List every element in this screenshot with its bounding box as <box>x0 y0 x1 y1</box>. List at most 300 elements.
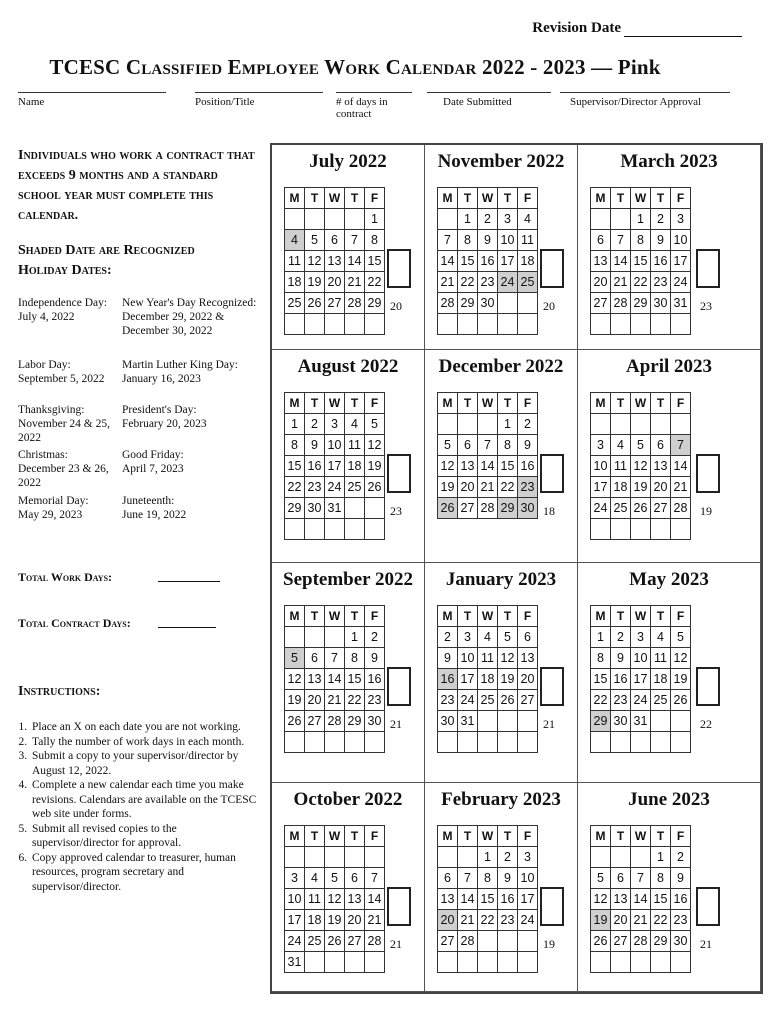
day-cell[interactable]: 8 <box>651 868 671 889</box>
day-cell[interactable]: 24 <box>285 931 305 952</box>
day-cell[interactable]: 28 <box>438 293 458 314</box>
day-cell[interactable]: 6 <box>438 868 458 889</box>
day-cell[interactable]: 15 <box>458 251 478 272</box>
days-in-contract-field[interactable]: # of days in contract <box>336 92 412 120</box>
day-cell[interactable]: 27 <box>458 498 478 519</box>
day-cell[interactable]: 28 <box>671 498 691 519</box>
day-cell[interactable]: 5 <box>631 435 651 456</box>
day-cell[interactable]: 21 <box>325 690 345 711</box>
day-cell[interactable]: 29 <box>345 711 365 732</box>
total-work-days-blank[interactable] <box>158 570 220 582</box>
tally-box[interactable] <box>540 667 564 706</box>
day-cell[interactable]: 9 <box>365 648 385 669</box>
month-day-table <box>437 605 538 753</box>
day-cell[interactable]: 20 <box>438 910 458 931</box>
day-cell[interactable]: 16 <box>365 669 385 690</box>
empty-day-cell <box>498 711 518 732</box>
tally-box[interactable] <box>387 667 411 706</box>
day-cell[interactable]: 19 <box>671 669 691 690</box>
empty-day-cell <box>611 314 631 335</box>
day-cell[interactable]: 9 <box>498 868 518 889</box>
day-cell[interactable]: 7 <box>478 435 498 456</box>
day-cell[interactable]: 11 <box>345 435 365 456</box>
day-cell[interactable]: 14 <box>611 251 631 272</box>
day-cell[interactable]: 7 <box>325 648 345 669</box>
day-cell[interactable]: 20 <box>325 272 345 293</box>
day-cell[interactable]: 15 <box>498 456 518 477</box>
day-cell[interactable]: 30 <box>671 931 691 952</box>
day-cell[interactable]: 2 <box>498 847 518 868</box>
day-cell[interactable]: 18 <box>285 272 305 293</box>
day-cell[interactable]: 27 <box>345 931 365 952</box>
day-cell[interactable]: 27 <box>438 931 458 952</box>
day-cell[interactable]: 14 <box>325 669 345 690</box>
day-cell[interactable]: 25 <box>305 931 325 952</box>
tally-box[interactable] <box>696 249 720 288</box>
day-cell[interactable]: 11 <box>305 889 325 910</box>
day-cell[interactable]: 12 <box>631 456 651 477</box>
day-cell[interactable]: 1 <box>478 847 498 868</box>
day-cell[interactable]: 7 <box>458 868 478 889</box>
day-cell[interactable]: 17 <box>631 669 651 690</box>
day-cell[interactable]: 26 <box>438 498 458 519</box>
day-cell[interactable]: 23 <box>305 477 325 498</box>
day-cell[interactable]: 28 <box>325 711 345 732</box>
day-cell[interactable]: 16 <box>305 456 325 477</box>
day-cell[interactable]: 26 <box>498 690 518 711</box>
day-cell[interactable]: 15 <box>631 251 651 272</box>
day-cell[interactable]: 7 <box>631 868 651 889</box>
day-cell[interactable]: 7 <box>365 868 385 889</box>
day-cell[interactable]: 6 <box>305 648 325 669</box>
name-field[interactable]: Name <box>18 92 166 108</box>
day-cell[interactable]: 18 <box>478 669 498 690</box>
day-cell[interactable]: 19 <box>498 669 518 690</box>
day-cell[interactable]: 1 <box>498 414 518 435</box>
day-cell[interactable]: 27 <box>325 293 345 314</box>
day-cell[interactable]: 26 <box>591 931 611 952</box>
day-cell[interactable]: 26 <box>285 711 305 732</box>
day-cell[interactable]: 21 <box>478 477 498 498</box>
day-cell[interactable]: 3 <box>518 847 538 868</box>
day-cell[interactable]: 4 <box>285 230 305 251</box>
day-cell[interactable]: 15 <box>285 456 305 477</box>
work-days-count: 23 <box>700 299 712 313</box>
day-cell[interactable]: 5 <box>305 230 325 251</box>
day-cell[interactable]: 8 <box>458 230 478 251</box>
day-cell[interactable]: 27 <box>611 931 631 952</box>
day-cell[interactable]: 26 <box>325 931 345 952</box>
day-cell[interactable]: 13 <box>611 889 631 910</box>
day-cell[interactable]: 30 <box>478 293 498 314</box>
day-cell[interactable]: 23 <box>518 477 538 498</box>
day-cell[interactable]: 2 <box>438 627 458 648</box>
day-cell[interactable]: 7 <box>611 230 631 251</box>
day-cell[interactable]: 17 <box>671 251 691 272</box>
day-cell[interactable]: 25 <box>285 293 305 314</box>
holiday-text: Independence Day: July 4, 2022 <box>18 297 108 323</box>
day-cell[interactable]: 21 <box>631 910 651 931</box>
day-cell[interactable]: 11 <box>478 648 498 669</box>
day-cell[interactable]: 14 <box>671 456 691 477</box>
day-cell[interactable]: 20 <box>591 272 611 293</box>
day-cell[interactable]: 14 <box>631 889 651 910</box>
day-cell[interactable]: 20 <box>458 477 478 498</box>
revision-date-blank[interactable] <box>624 22 742 37</box>
day-cell[interactable]: 8 <box>631 230 651 251</box>
empty-day-cell <box>345 519 365 540</box>
day-cell[interactable]: 8 <box>478 868 498 889</box>
day-cell[interactable]: 25 <box>651 690 671 711</box>
day-cell[interactable]: 12 <box>671 648 691 669</box>
date-submitted-field[interactable]: Date Submitted <box>427 92 551 108</box>
day-cell[interactable]: 11 <box>611 456 631 477</box>
day-cell[interactable]: 21 <box>345 272 365 293</box>
day-cell[interactable]: 16 <box>651 251 671 272</box>
day-cell[interactable]: 9 <box>305 435 325 456</box>
day-cell[interactable]: 22 <box>345 690 365 711</box>
day-cell[interactable]: 1 <box>458 209 478 230</box>
tally-box[interactable] <box>696 667 720 706</box>
tally-box[interactable] <box>387 249 411 288</box>
day-cell[interactable]: 13 <box>518 648 538 669</box>
day-cell[interactable]: 15 <box>651 889 671 910</box>
day-cell[interactable]: 27 <box>591 293 611 314</box>
day-cell[interactable]: 29 <box>498 498 518 519</box>
day-cell[interactable]: 9 <box>518 435 538 456</box>
day-cell[interactable]: 27 <box>651 498 671 519</box>
day-cell[interactable]: 20 <box>611 910 631 931</box>
day-cell[interactable]: 20 <box>345 910 365 931</box>
day-cell[interactable]: 18 <box>305 910 325 931</box>
day-cell[interactable]: 13 <box>325 251 345 272</box>
work-days-count: 22 <box>700 717 712 731</box>
day-cell[interactable]: 21 <box>438 272 458 293</box>
day-cell[interactable]: 16 <box>611 669 631 690</box>
day-cell[interactable]: 23 <box>498 910 518 931</box>
day-cell[interactable]: 10 <box>325 435 345 456</box>
day-cell[interactable]: 18 <box>518 251 538 272</box>
day-cell[interactable]: 4 <box>478 627 498 648</box>
day-cell[interactable]: 2 <box>651 209 671 230</box>
day-cell[interactable]: 16 <box>518 456 538 477</box>
day-cell[interactable]: 9 <box>671 868 691 889</box>
tally-box[interactable] <box>387 454 411 493</box>
day-cell[interactable]: 28 <box>478 498 498 519</box>
day-cell[interactable]: 12 <box>438 456 458 477</box>
month-may-2023 <box>578 563 761 783</box>
day-cell[interactable]: 12 <box>591 889 611 910</box>
day-cell[interactable]: 5 <box>438 435 458 456</box>
day-cell[interactable]: 29 <box>365 293 385 314</box>
day-cell[interactable]: 6 <box>518 627 538 648</box>
day-cell[interactable]: 6 <box>458 435 478 456</box>
day-cell[interactable]: 2 <box>518 414 538 435</box>
day-cell[interactable]: 24 <box>498 272 518 293</box>
day-cell[interactable]: 31 <box>325 498 345 519</box>
day-cell[interactable]: 10 <box>671 230 691 251</box>
day-cell[interactable]: 1 <box>365 209 385 230</box>
day-cell[interactable]: 22 <box>591 690 611 711</box>
day-cell[interactable]: 29 <box>285 498 305 519</box>
day-cell[interactable]: 13 <box>345 889 365 910</box>
day-cell[interactable]: 10 <box>518 868 538 889</box>
day-cell[interactable]: 21 <box>458 910 478 931</box>
day-cell[interactable]: 30 <box>305 498 325 519</box>
day-cell[interactable]: 31 <box>631 711 651 732</box>
day-cell[interactable]: 3 <box>591 435 611 456</box>
day-cell[interactable]: 10 <box>591 456 611 477</box>
day-cell[interactable]: 14 <box>478 456 498 477</box>
day-cell[interactable]: 17 <box>591 477 611 498</box>
day-cell[interactable]: 24 <box>671 272 691 293</box>
day-cell[interactable]: 8 <box>285 435 305 456</box>
day-cell[interactable]: 14 <box>438 251 458 272</box>
day-cell[interactable]: 20 <box>305 690 325 711</box>
day-cell[interactable]: 19 <box>438 477 458 498</box>
day-cell[interactable]: 4 <box>651 627 671 648</box>
day-cell[interactable]: 28 <box>458 931 478 952</box>
day-cell[interactable]: 28 <box>345 293 365 314</box>
day-cell[interactable]: 15 <box>591 669 611 690</box>
day-cell[interactable]: 11 <box>285 251 305 272</box>
empty-day-cell <box>285 209 305 230</box>
day-cell[interactable]: 3 <box>458 627 478 648</box>
empty-day-cell <box>611 847 631 868</box>
day-cell[interactable]: 21 <box>365 910 385 931</box>
day-cell[interactable]: 15 <box>365 251 385 272</box>
day-cell[interactable]: 8 <box>345 648 365 669</box>
day-cell[interactable]: 29 <box>631 293 651 314</box>
day-cell[interactable]: 21 <box>671 477 691 498</box>
tally-box[interactable] <box>540 249 564 288</box>
day-cell[interactable]: 3 <box>498 209 518 230</box>
day-cell[interactable]: 30 <box>518 498 538 519</box>
day-cell[interactable]: 14 <box>345 251 365 272</box>
day-cell[interactable]: 23 <box>478 272 498 293</box>
day-cell[interactable]: 15 <box>345 669 365 690</box>
day-cell[interactable]: 5 <box>325 868 345 889</box>
weekday-header: M <box>285 606 305 627</box>
day-cell[interactable]: 18 <box>651 669 671 690</box>
day-cell[interactable]: 19 <box>285 690 305 711</box>
day-cell[interactable]: 13 <box>591 251 611 272</box>
day-cell[interactable]: 25 <box>518 272 538 293</box>
day-cell[interactable]: 22 <box>458 272 478 293</box>
day-cell[interactable]: 1 <box>285 414 305 435</box>
day-cell[interactable]: 22 <box>285 477 305 498</box>
day-cell[interactable]: 23 <box>365 690 385 711</box>
day-cell[interactable]: 23 <box>438 690 458 711</box>
day-cell[interactable]: 7 <box>438 230 458 251</box>
tally-box[interactable] <box>696 887 720 926</box>
empty-day-cell <box>611 519 631 540</box>
day-cell[interactable]: 26 <box>305 293 325 314</box>
day-cell[interactable]: 6 <box>345 868 365 889</box>
day-cell[interactable]: 8 <box>365 230 385 251</box>
day-cell[interactable]: 24 <box>518 910 538 931</box>
day-cell[interactable]: 18 <box>345 456 365 477</box>
day-cell[interactable]: 19 <box>365 456 385 477</box>
month-day-table <box>284 392 385 540</box>
day-cell[interactable]: 17 <box>285 910 305 931</box>
day-cell[interactable]: 12 <box>305 251 325 272</box>
day-cell[interactable]: 17 <box>325 456 345 477</box>
day-cell[interactable]: 12 <box>285 669 305 690</box>
day-cell[interactable]: 17 <box>498 251 518 272</box>
day-cell[interactable]: 12 <box>325 889 345 910</box>
day-cell[interactable]: 9 <box>651 230 671 251</box>
empty-day-cell <box>651 414 671 435</box>
day-cell[interactable]: 11 <box>651 648 671 669</box>
day-cell[interactable]: 10 <box>285 889 305 910</box>
day-cell[interactable]: 25 <box>478 690 498 711</box>
day-cell[interactable]: 16 <box>671 889 691 910</box>
day-cell[interactable]: 10 <box>458 648 478 669</box>
day-cell[interactable]: 23 <box>671 910 691 931</box>
day-cell[interactable]: 24 <box>458 690 478 711</box>
tally-box[interactable] <box>540 454 564 493</box>
day-cell[interactable]: 4 <box>305 868 325 889</box>
day-cell[interactable]: 10 <box>631 648 651 669</box>
day-cell[interactable]: 13 <box>438 889 458 910</box>
day-cell[interactable]: 11 <box>518 230 538 251</box>
day-cell[interactable]: 21 <box>611 272 631 293</box>
supervisor-approval-field[interactable]: Supervisor/Director Approval <box>560 92 730 108</box>
day-cell[interactable]: 28 <box>631 931 651 952</box>
revision-date <box>532 20 742 37</box>
day-cell[interactable]: 19 <box>591 910 611 931</box>
day-cell[interactable]: 5 <box>498 627 518 648</box>
day-cell[interactable]: 30 <box>611 711 631 732</box>
tally-box[interactable] <box>696 454 720 493</box>
day-cell[interactable]: 29 <box>458 293 478 314</box>
day-cell[interactable]: 27 <box>305 711 325 732</box>
day-cell[interactable]: 5 <box>365 414 385 435</box>
day-cell[interactable]: 31 <box>285 952 305 973</box>
day-cell[interactable]: 18 <box>611 477 631 498</box>
day-cell[interactable]: 5 <box>591 868 611 889</box>
day-cell[interactable]: 20 <box>518 669 538 690</box>
weekday-header: T <box>458 188 478 209</box>
day-cell[interactable]: 1 <box>591 627 611 648</box>
day-cell[interactable]: 6 <box>591 230 611 251</box>
weekday-header: F <box>365 606 385 627</box>
day-cell[interactable]: 4 <box>345 414 365 435</box>
day-cell[interactable]: 2 <box>611 627 631 648</box>
day-cell[interactable]: 17 <box>518 889 538 910</box>
day-cell[interactable]: 28 <box>611 293 631 314</box>
day-cell[interactable]: 28 <box>365 931 385 952</box>
day-cell[interactable]: 20 <box>651 477 671 498</box>
day-cell[interactable]: 24 <box>631 690 651 711</box>
day-cell[interactable]: 22 <box>498 477 518 498</box>
day-cell[interactable]: 14 <box>458 889 478 910</box>
day-cell[interactable]: 1 <box>651 847 671 868</box>
day-cell[interactable]: 30 <box>365 711 385 732</box>
day-cell[interactable]: 29 <box>651 931 671 952</box>
day-cell[interactable]: 24 <box>591 498 611 519</box>
day-cell[interactable]: 2 <box>478 209 498 230</box>
day-cell[interactable]: 22 <box>478 910 498 931</box>
day-cell[interactable]: 24 <box>325 477 345 498</box>
day-cell[interactable]: 14 <box>365 889 385 910</box>
day-cell[interactable]: 16 <box>478 251 498 272</box>
day-cell[interactable]: 3 <box>631 627 651 648</box>
day-cell[interactable]: 2 <box>365 627 385 648</box>
day-cell[interactable]: 6 <box>611 868 631 889</box>
day-cell[interactable]: 9 <box>478 230 498 251</box>
day-cell[interactable]: 29 <box>591 711 611 732</box>
total-contract-days-blank[interactable] <box>158 616 216 628</box>
day-cell[interactable]: 12 <box>498 648 518 669</box>
day-cell[interactable]: 13 <box>305 669 325 690</box>
day-cell[interactable]: 3 <box>285 868 305 889</box>
day-cell[interactable]: 26 <box>365 477 385 498</box>
day-cell[interactable]: 17 <box>458 669 478 690</box>
day-cell[interactable]: 25 <box>611 498 631 519</box>
day-cell[interactable]: 22 <box>631 272 651 293</box>
day-cell[interactable]: 23 <box>651 272 671 293</box>
day-cell[interactable]: 26 <box>631 498 651 519</box>
work-days-count: 21 <box>390 937 402 951</box>
day-cell[interactable]: 15 <box>478 889 498 910</box>
day-cell[interactable]: 26 <box>671 690 691 711</box>
day-cell[interactable]: 30 <box>651 293 671 314</box>
day-cell[interactable]: 2 <box>305 414 325 435</box>
day-cell[interactable]: 1 <box>631 209 651 230</box>
day-cell[interactable]: 4 <box>611 435 631 456</box>
day-cell[interactable]: 9 <box>611 648 631 669</box>
day-cell[interactable]: 2 <box>671 847 691 868</box>
day-cell[interactable]: 3 <box>671 209 691 230</box>
day-cell[interactable]: 8 <box>498 435 518 456</box>
day-cell[interactable]: 6 <box>325 230 345 251</box>
day-cell[interactable]: 22 <box>365 272 385 293</box>
day-cell[interactable]: 3 <box>325 414 345 435</box>
day-cell[interactable]: 7 <box>671 435 691 456</box>
day-cell[interactable]: 8 <box>591 648 611 669</box>
day-cell[interactable]: 7 <box>345 230 365 251</box>
day-cell[interactable]: 5 <box>671 627 691 648</box>
day-cell[interactable]: 9 <box>438 648 458 669</box>
tally-box[interactable] <box>387 887 411 926</box>
position-field[interactable]: Position/Title <box>195 92 323 108</box>
day-cell[interactable]: 4 <box>518 209 538 230</box>
day-cell[interactable]: 16 <box>498 889 518 910</box>
day-cell[interactable]: 22 <box>651 910 671 931</box>
day-cell[interactable]: 13 <box>458 456 478 477</box>
day-cell[interactable]: 23 <box>611 690 631 711</box>
day-cell[interactable]: 13 <box>651 456 671 477</box>
tally-box[interactable] <box>540 887 564 926</box>
day-cell[interactable]: 19 <box>631 477 651 498</box>
day-cell[interactable]: 19 <box>305 272 325 293</box>
day-cell[interactable]: 19 <box>325 910 345 931</box>
day-cell[interactable]: 5 <box>285 648 305 669</box>
day-cell[interactable]: 10 <box>498 230 518 251</box>
day-cell[interactable]: 27 <box>518 690 538 711</box>
day-cell[interactable]: 6 <box>651 435 671 456</box>
day-cell[interactable]: 12 <box>365 435 385 456</box>
day-cell[interactable]: 1 <box>345 627 365 648</box>
day-cell[interactable]: 31 <box>671 293 691 314</box>
day-cell[interactable]: 31 <box>458 711 478 732</box>
weekday-header: M <box>285 188 305 209</box>
day-cell[interactable]: 16 <box>438 669 458 690</box>
day-cell[interactable]: 25 <box>345 477 365 498</box>
day-cell[interactable]: 30 <box>438 711 458 732</box>
